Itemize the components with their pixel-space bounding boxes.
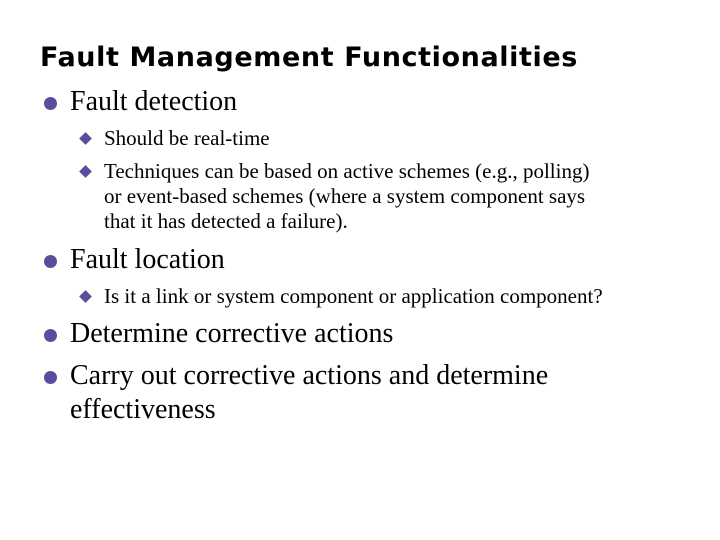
diamond-bullet-icon xyxy=(79,132,92,145)
sub-bullet-techniques xyxy=(104,159,589,234)
bullet-fault-detection xyxy=(70,85,237,119)
circle-bullet-icon xyxy=(44,255,57,268)
circle-bullet-icon xyxy=(44,371,57,384)
sub-bullet-line: that it has detected a failure). xyxy=(104,209,348,233)
bullet-text: Fault location xyxy=(70,244,225,275)
circle-bullet-icon xyxy=(44,329,57,342)
bullet-text: Fault detection xyxy=(70,86,238,117)
sub-bullet-line: or event-based schemes (where a system component says xyxy=(104,184,586,208)
sub-bullet-real-time xyxy=(104,126,270,151)
circle-bullet-icon xyxy=(44,97,57,110)
bullet-determine-actions xyxy=(70,317,393,351)
sub-bullet-line: Techniques can be based on active schemes (e.g., polling) xyxy=(104,159,590,183)
bullet-text: Determine corrective actions xyxy=(70,318,394,349)
slide-title: Fault Management Functionalities xyxy=(40,42,578,73)
sub-bullet-line: Is it a link or system component or application component? xyxy=(104,284,603,308)
bullet-carry-out-actions xyxy=(70,359,548,427)
diamond-bullet-icon xyxy=(79,290,92,303)
diamond-bullet-icon xyxy=(79,165,92,178)
bullet-text: Carry out corrective actions and determine xyxy=(70,360,549,391)
sub-bullet-line: Should be real-time xyxy=(104,126,270,150)
bullet-fault-location xyxy=(70,243,225,277)
sub-bullet-link-or-component xyxy=(104,284,603,309)
bullet-text: effectiveness xyxy=(70,394,216,425)
